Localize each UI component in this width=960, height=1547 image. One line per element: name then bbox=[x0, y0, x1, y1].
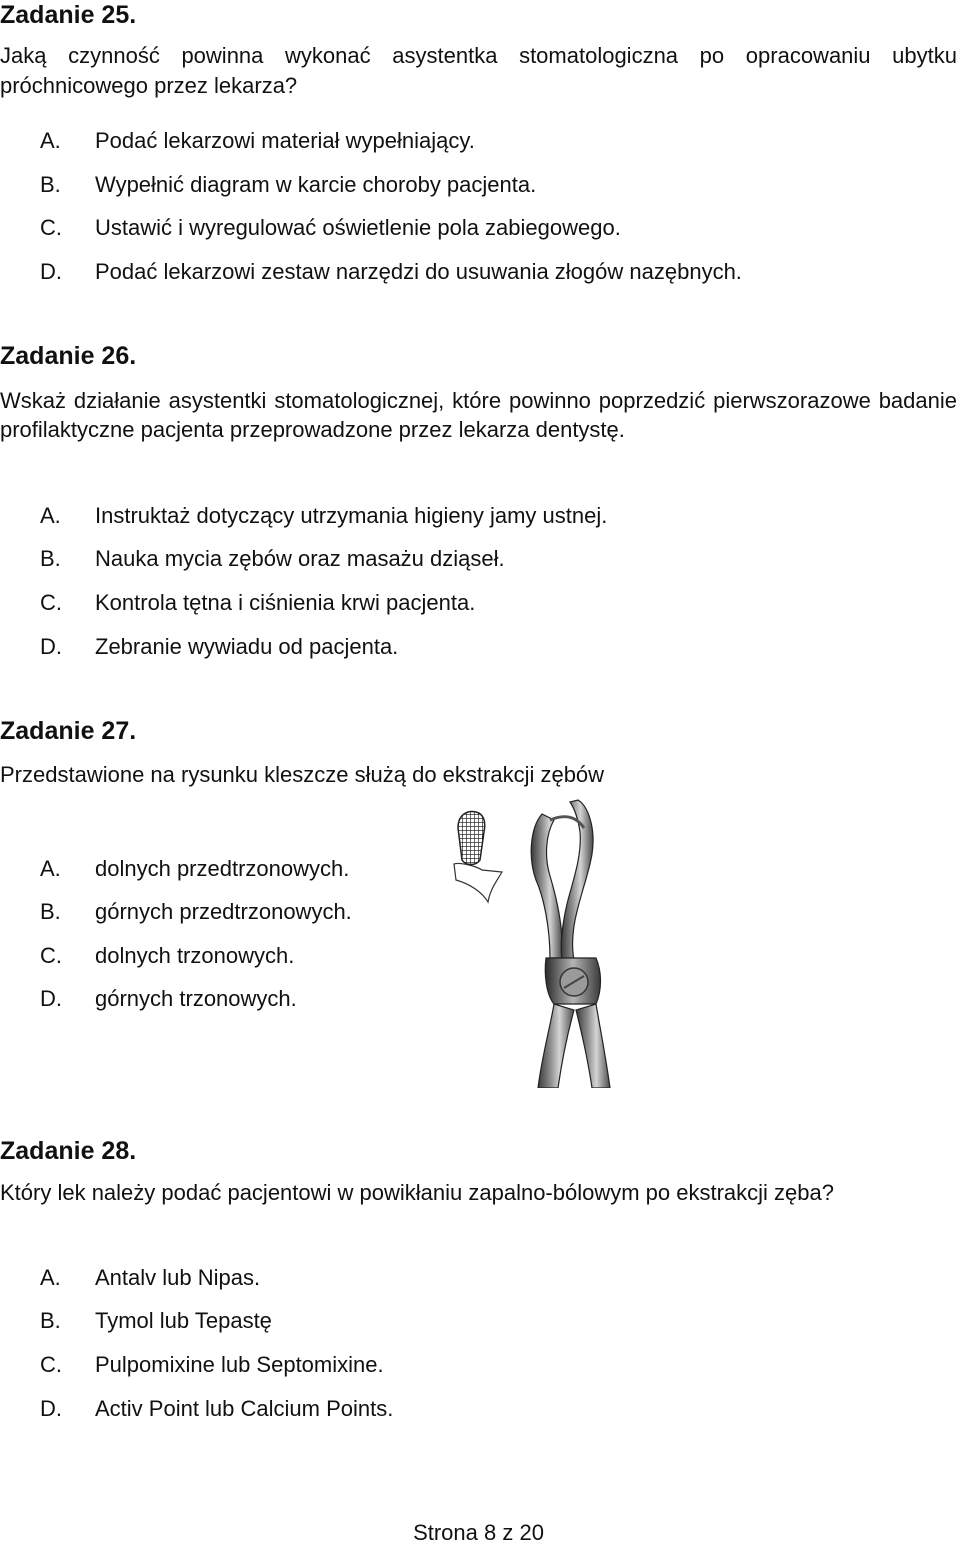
task-25-title: Zadanie 25. bbox=[0, 1, 137, 29]
option-text: Kontrola tętna i ciśnienia krwi pacjenta. bbox=[95, 590, 476, 615]
option-text: Instruktaż dotyczący utrzymania higieny jamy ustnej. bbox=[95, 503, 608, 528]
option-letter: A. bbox=[40, 1265, 61, 1290]
option-letter: B. bbox=[40, 546, 61, 571]
task-28-title: Zadanie 28. bbox=[0, 1137, 137, 1165]
option-text: Antalv lub Nipas. bbox=[95, 1265, 261, 1290]
option-text: Wypełnić diagram w karcie choroby pacjenta. bbox=[95, 172, 537, 197]
option-text: Podać lekarzowi zestaw narzędzi do usuwania złogów nazębnych. bbox=[95, 259, 742, 284]
option-letter: D. bbox=[40, 1396, 62, 1421]
page-number: Strona 8 z 20 bbox=[413, 1520, 544, 1545]
task-27-title: Zadanie 27. bbox=[0, 717, 137, 745]
extraction-forceps-illustration bbox=[446, 798, 634, 1088]
option-text: Zebranie wywiadu od pacjenta. bbox=[95, 634, 399, 659]
option-text: górnych przedtrzonowych. bbox=[95, 899, 352, 924]
option-text: Pulpomixine lub Septomixine. bbox=[95, 1352, 384, 1377]
task-27-question: Przedstawione na rysunku kleszcze służą do ekstrakcji zębów bbox=[0, 762, 605, 787]
option-letter: D. bbox=[40, 634, 62, 659]
option-letter: C. bbox=[40, 215, 62, 240]
option-letter: C. bbox=[40, 1352, 62, 1377]
option-letter: D. bbox=[40, 986, 62, 1011]
task-26-title: Zadanie 26. bbox=[0, 342, 137, 370]
option-letter: D. bbox=[40, 259, 62, 284]
option-letter: B. bbox=[40, 899, 61, 924]
option-letter: A. bbox=[40, 503, 61, 528]
option-letter: A. bbox=[40, 128, 61, 153]
option-text: dolnych trzonowych. bbox=[95, 943, 295, 968]
option-letter: B. bbox=[40, 172, 61, 197]
option-text: górnych trzonowych. bbox=[95, 986, 297, 1011]
option-letter: B. bbox=[40, 1308, 61, 1333]
option-text: Nauka mycia zębów oraz masażu dziąseł. bbox=[95, 546, 505, 571]
task-28-question: Który lek należy podać pacjentowi w powikłaniu zapalno-bólowym po ekstrakcji zęba? bbox=[0, 1180, 834, 1205]
option-letter: C. bbox=[40, 590, 62, 615]
option-letter: A. bbox=[40, 856, 61, 881]
option-letter: C. bbox=[40, 943, 62, 968]
option-text: dolnych przedtrzonowych. bbox=[95, 856, 350, 881]
option-text: Ustawić i wyregulować oświetlenie pola zabiegowego. bbox=[95, 215, 621, 240]
option-text: Podać lekarzowi materiał wypełniający. bbox=[95, 128, 475, 153]
option-text: Tymol lub Tepastę bbox=[95, 1308, 272, 1333]
option-text: Activ Point lub Calcium Points. bbox=[95, 1396, 394, 1421]
task-26-question: Wskaż działanie asystentki stomatologicznej, które powinno poprzedzić pierwszorazowe badanie profilaktyczne pacjenta przeprowadzone przez lekarza dentystę. bbox=[0, 388, 957, 442]
task-25-question: Jaką czynność powinna wykonać asystentka stomatologiczna po opracowaniu ubytku próchnicowego przez lekarza? bbox=[0, 43, 957, 98]
